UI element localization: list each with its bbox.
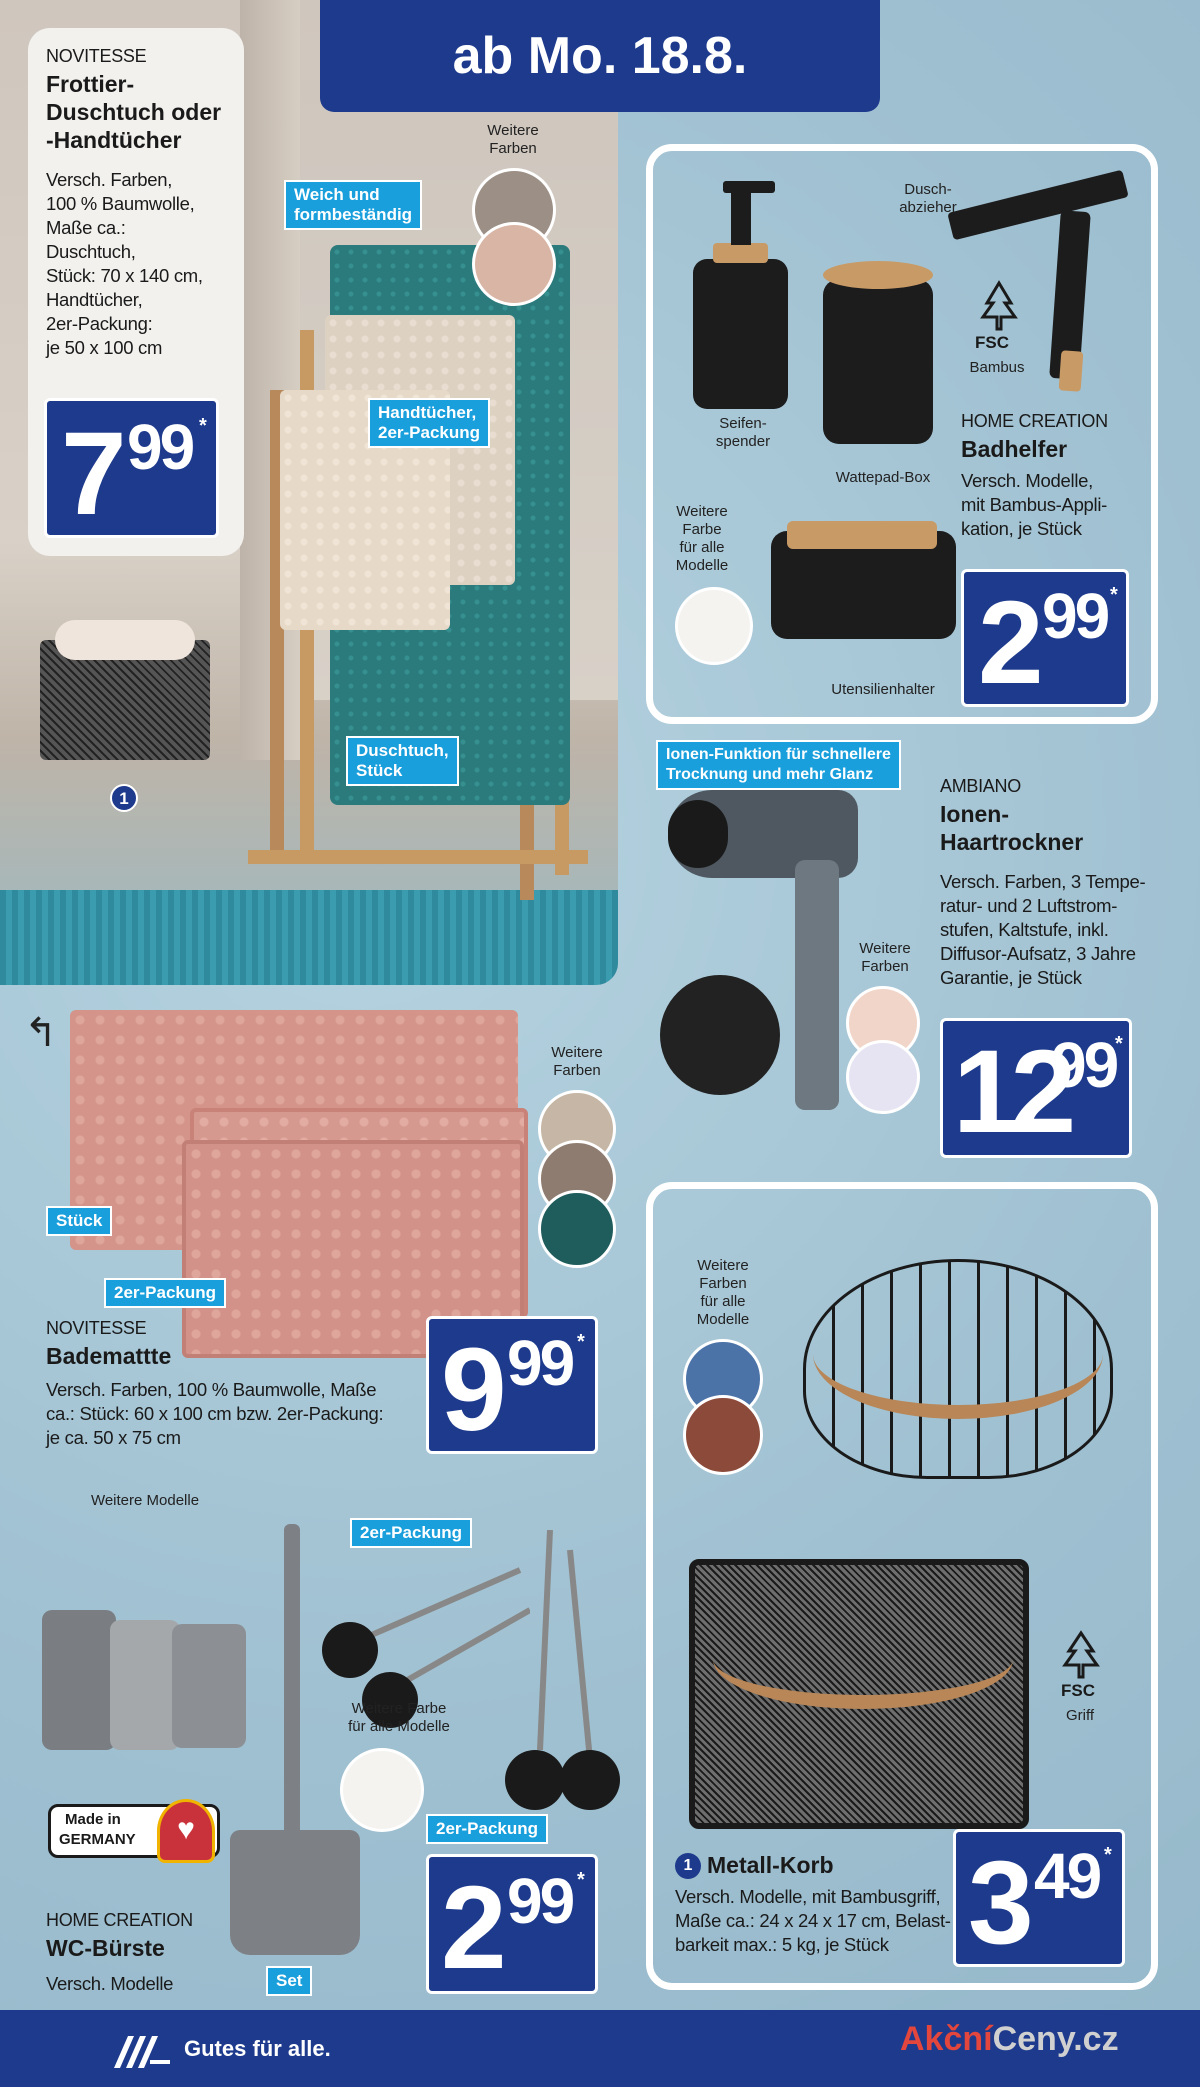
bath-more-colors: Weitere Farbe für alle Modelle <box>675 503 729 574</box>
color-swatch-teal <box>538 1190 616 1268</box>
round-basket-handle <box>813 1289 1103 1419</box>
price-main: 3 <box>968 1837 1026 1969</box>
color-swatch-rose <box>472 222 556 306</box>
germany-text: GERMANY <box>59 1831 136 1848</box>
soap-dispenser <box>693 259 788 409</box>
watermark-part-a: Akční <box>900 2020 993 2058</box>
product-marker: 1 <box>675 1853 701 1879</box>
brush-more-models: Weitere Modelle <box>90 1492 200 1509</box>
title-line: Duschtuch oder <box>46 99 222 125</box>
desc-line: barkeit max.: 5 kg, je Stück <box>675 1934 889 1955</box>
price-star: * <box>577 1869 585 1891</box>
made-in-text: Made in <box>65 1811 121 1828</box>
basket-contents <box>55 620 195 660</box>
floor-mat <box>0 890 618 985</box>
price-main: 7 <box>61 408 119 540</box>
dryer-more-colors: Weitere Farben <box>859 940 911 975</box>
price-main: 9 <box>441 1324 499 1456</box>
price-star: * <box>1110 584 1118 606</box>
color-swatch-white <box>340 1748 424 1832</box>
desc-line: Maße ca.: <box>46 217 126 238</box>
curved-arrow-icon: ↰ <box>24 1011 58 1055</box>
title-line: -Handtücher <box>46 127 182 153</box>
fsc-logo-icon <box>1053 1629 1109 1685</box>
bathmat-brand: NOVITESSE <box>46 1318 147 1338</box>
tag-set: Set <box>266 1966 312 1996</box>
price-star: * <box>1104 1844 1112 1866</box>
brush-desc: Versch. Modelle <box>46 1973 174 1994</box>
towel-info-card <box>28 28 244 556</box>
bath-title: Badhelfer <box>961 436 1068 462</box>
tag-handtuch: Handtücher, 2er-Packung <box>368 398 490 448</box>
footer <box>0 2010 1200 2087</box>
square-basket-handle <box>713 1609 1013 1709</box>
bathmat-title: Bademattte <box>46 1343 172 1369</box>
towel-desc <box>46 168 241 360</box>
desc-line: je ca. 50 x 75 cm <box>46 1427 181 1448</box>
brush-more-color: Weitere Farbe für alle Modelle <box>348 1700 450 1735</box>
price-main: 2 <box>978 577 1036 709</box>
rack-base <box>248 850 588 864</box>
footer-slogan: Gutes für alle. <box>184 2036 331 2061</box>
bathmat-price <box>426 1316 598 1454</box>
date-banner: ab Mo. 18.8. <box>320 0 880 112</box>
brush-model-dark <box>42 1610 116 1750</box>
desc-line: Diffusor-Aufsatz, 3 Jahre <box>940 943 1136 964</box>
desc-line: ca.: Stück: 60 x 100 cm bzw. 2er-Packung: <box>46 1403 384 1424</box>
desc-line: Versch. Farben, 100 % Baumwolle, Maße <box>46 1379 377 1400</box>
price-star: * <box>1115 1033 1123 1055</box>
brush-price <box>426 1854 598 1994</box>
fsc-note: Bambus <box>969 359 1025 376</box>
watermark-part-b: Ceny.cz <box>992 2020 1119 2058</box>
bath-helper-frame <box>646 144 1158 724</box>
product-marker: 1 <box>110 784 138 812</box>
bath-price <box>961 569 1129 707</box>
desc-line: stufen, Kaltstufe, inkl. <box>940 919 1109 940</box>
label-squeegee: Dusch- abzieher <box>899 181 957 216</box>
squeegee-bamboo <box>1059 350 1084 391</box>
price-cents: 99 <box>127 411 193 483</box>
desc-line: mit Bambus-Appli- <box>961 494 1108 515</box>
cotton-box-lid <box>823 261 933 289</box>
bathmat-more-colors: Weitere Farben <box>551 1044 603 1079</box>
heart-seal-icon: ♥ <box>157 1799 215 1863</box>
desc-line: Versch. Farben, <box>46 169 173 190</box>
fsc-text: FSC <box>1061 1681 1095 1700</box>
desc-line: Stück: 70 x 140 cm, <box>46 265 203 286</box>
dryer-nozzle <box>668 800 728 868</box>
soap-dispenser-collar <box>713 243 768 263</box>
tag-ion: Ionen-Funktion für schnellere Trocknung und mehr Glanz <box>656 740 901 790</box>
desc-line: je 50 x 100 cm <box>46 337 163 358</box>
title-line: Ionen- <box>940 801 1009 827</box>
brush-pack-2 <box>490 1530 630 1830</box>
price-cents: 99 <box>507 1865 573 1937</box>
brush-brand: HOME CREATION <box>46 1910 193 1930</box>
made-in-germany-badge <box>48 1804 220 1858</box>
label-cotton-box: Wattepad-Box <box>835 469 931 486</box>
tag-soft: Weich und formbeständig <box>284 180 422 230</box>
label-soap: Seifen- spender <box>715 415 771 450</box>
dryer-brand: AMBIANO <box>940 776 1021 796</box>
color-swatch-rust <box>683 1395 763 1475</box>
label-utensil: Utensilienhalter <box>831 681 935 698</box>
brush-title: WC-Bürste <box>46 1935 165 1961</box>
basket-price <box>953 1829 1125 1967</box>
desc-line: kation, je Stück <box>961 518 1082 539</box>
bath-brand: HOME CREATION <box>961 411 1108 431</box>
desc-line: Maße ca.: 24 x 24 x 17 cm, Belast- <box>675 1910 951 1931</box>
desc-line: Versch. Farben, 3 Tempe- <box>940 871 1146 892</box>
fsc-text: FSC <box>975 333 1009 352</box>
towel-more-colors: Weitere Farben <box>487 122 539 157</box>
tag-brush-pack-2: 2er-Packung <box>426 1814 548 1844</box>
brush-model-grey <box>110 1620 180 1750</box>
brush-holder <box>230 1830 360 1955</box>
towel-brand: NOVITESSE <box>46 46 147 66</box>
watermark <box>900 2020 1119 2059</box>
basket-frame <box>646 1182 1158 1990</box>
price-star: * <box>577 1331 585 1353</box>
desc-line: Versch. Modelle, mit Bambusgriff, <box>675 1886 941 1907</box>
tag-brush-pack-1: 2er-Packung <box>350 1518 472 1548</box>
cotton-box <box>823 279 933 444</box>
desc-line: Garantie, je Stück <box>940 967 1082 988</box>
title-line: Haartrockner <box>940 829 1084 855</box>
basket-more-colors: Weitere Farben für alle Modelle <box>696 1257 750 1328</box>
color-swatch-white <box>675 587 753 665</box>
price-cents: 99 <box>1051 1029 1117 1101</box>
desc-line: 100 % Baumwolle, <box>46 193 195 214</box>
utensil-holder-insert <box>787 521 937 549</box>
fsc-note: Griff <box>1065 1707 1095 1724</box>
basket-desc <box>675 1885 965 1957</box>
desc-line: ratur- und 2 Luftstrom- <box>940 895 1118 916</box>
price-cents: 99 <box>1042 580 1108 652</box>
dryer-price <box>940 1018 1132 1158</box>
price-main: 12 <box>953 1026 1069 1158</box>
tag-stueck: Stück <box>46 1206 112 1236</box>
basket-title: Metall-Korb <box>707 1852 834 1878</box>
dryer-diffuser <box>660 975 780 1095</box>
bath-desc <box>961 469 1151 541</box>
fsc-logo-icon <box>971 279 1027 339</box>
towel-price <box>44 398 219 538</box>
aldi-logo-icon <box>110 2034 172 2070</box>
price-cents: 49 <box>1034 1840 1100 1912</box>
bathmat-desc <box>46 1378 416 1450</box>
price-main: 2 <box>441 1862 499 1994</box>
desc-line: Handtücher, <box>46 289 143 310</box>
dryer-title <box>940 800 1083 856</box>
title-line: Frottier- <box>46 71 135 97</box>
desc-line: Versch. Modelle, <box>961 470 1093 491</box>
price-cents: 99 <box>507 1327 573 1399</box>
desc-line: Duschtuch, <box>46 241 136 262</box>
desc-line: 2er-Packung: <box>46 313 153 334</box>
dryer-handle <box>795 860 839 1110</box>
brush-model-mid <box>172 1624 246 1748</box>
dryer-desc <box>940 870 1180 990</box>
soap-pump-head <box>723 181 775 193</box>
tag-2er-packung: 2er-Packung <box>104 1278 226 1308</box>
towel-title <box>46 70 246 154</box>
color-swatch-lavender <box>846 1040 920 1114</box>
brush-handle <box>284 1524 300 1854</box>
tag-duschtuch: Duschtuch, Stück <box>346 736 459 786</box>
price-star: * <box>199 415 207 437</box>
